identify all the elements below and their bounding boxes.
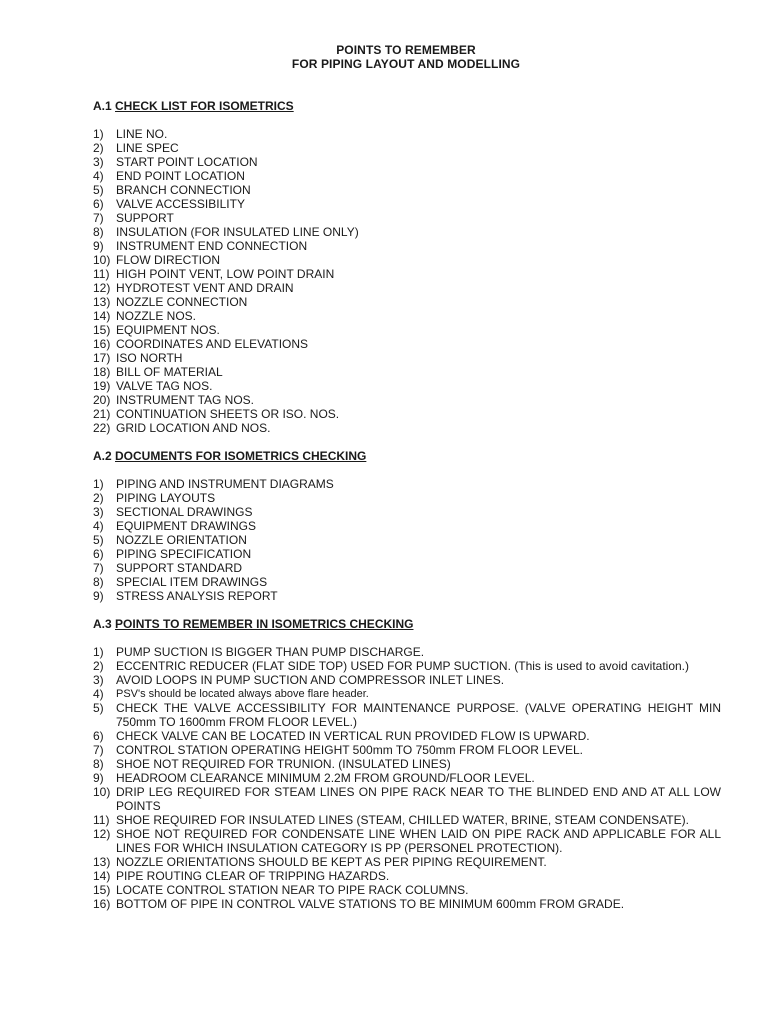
list-item xyxy=(93,533,721,547)
list-item xyxy=(93,141,721,155)
section-a1-list xyxy=(93,127,721,435)
list-item-number: 11) xyxy=(93,267,110,281)
list-item xyxy=(93,813,721,827)
list-item-number: 2) xyxy=(93,141,104,155)
list-item-text: SECTIONAL DRAWINGS xyxy=(116,505,253,519)
list-item-number: 19) xyxy=(93,379,111,393)
list-item xyxy=(93,547,721,561)
list-item-number: 5) xyxy=(93,183,104,197)
list-item-text: ECCENTRIC REDUCER (FLAT SIDE TOP) USED FOR PUMP SUCTION. (This is used to avoid cavitation.) xyxy=(116,659,690,673)
list-item-text: PIPE ROUTING CLEAR OF TRIPPING HAZARDS. xyxy=(116,869,390,883)
list-item xyxy=(93,351,721,365)
list-item xyxy=(93,561,721,575)
list-item-number: 14) xyxy=(93,869,111,883)
list-item xyxy=(93,309,721,323)
list-item-number: 8) xyxy=(93,757,104,771)
list-item-text: NOZZLE CONNECTION xyxy=(116,295,248,309)
list-item-text: SUPPORT xyxy=(116,211,174,225)
list-item-text: BRANCH CONNECTION xyxy=(116,183,251,197)
section-a1-heading xyxy=(93,99,294,113)
list-item xyxy=(93,701,721,729)
list-item xyxy=(93,365,721,379)
list-item xyxy=(93,197,721,211)
list-item xyxy=(93,855,721,869)
list-item-number: 7) xyxy=(93,561,104,575)
list-item-number: 12) xyxy=(93,281,111,295)
list-item-number: 1) xyxy=(93,477,104,491)
list-item-number: 13) xyxy=(93,855,111,869)
list-item xyxy=(93,183,721,197)
list-item xyxy=(93,491,721,505)
list-item-text: SHOE NOT REQUIRED FOR TRUNION. (INSULATED LINES) xyxy=(116,757,451,771)
list-item-number: 15) xyxy=(93,323,111,337)
list-item xyxy=(93,295,721,309)
list-item xyxy=(93,827,721,855)
list-item-number: 1) xyxy=(93,645,104,659)
list-item-text: INSULATION (FOR INSULATED LINE ONLY) xyxy=(116,225,359,239)
list-item-number: 13) xyxy=(93,295,111,309)
list-item-text: PIPING SPECIFICATION xyxy=(116,547,252,561)
list-item xyxy=(93,155,721,169)
list-item-text: LOCATE CONTROL STATION NEAR TO PIPE RACK COLUMNS. xyxy=(116,883,469,897)
list-item xyxy=(93,379,721,393)
list-item-text: START POINT LOCATION xyxy=(116,155,258,169)
list-item xyxy=(93,589,721,603)
section-a3-heading xyxy=(93,617,413,631)
list-item xyxy=(93,323,721,337)
list-item-number: 16) xyxy=(93,337,111,351)
list-item xyxy=(93,673,721,687)
list-item-text: HIGH POINT VENT, LOW POINT DRAIN xyxy=(116,267,335,281)
list-item-text: AVOID LOOPS IN PUMP SUCTION AND COMPRESSOR INLET LINES. xyxy=(116,673,505,687)
list-item-text: SPECIAL ITEM DRAWINGS xyxy=(116,575,268,589)
list-item-number: 7) xyxy=(93,743,104,757)
list-item xyxy=(93,239,721,253)
list-item-text: FLOW DIRECTION xyxy=(116,253,220,267)
list-item-text: PSV's should be located always above flare header. xyxy=(116,688,369,700)
list-item-text: GRID LOCATION AND NOS. xyxy=(116,421,271,435)
list-item-number: 4) xyxy=(93,169,104,183)
list-item-text: HEADROOM CLEARANCE MINIMUM 2.2M FROM GROUND/FLOOR LEVEL. xyxy=(116,771,535,785)
list-item xyxy=(93,225,721,239)
list-item-text: VALVE TAG NOS. xyxy=(116,379,213,393)
list-item-number: 3) xyxy=(93,673,104,687)
list-item xyxy=(93,687,721,701)
list-item-number: 22) xyxy=(93,421,111,435)
section-a3-list xyxy=(93,645,721,911)
list-item-number: 18) xyxy=(93,365,111,379)
list-item-text: ISO NORTH xyxy=(116,351,183,365)
section-a3-prefix: A.3 xyxy=(93,617,116,631)
list-item xyxy=(93,337,721,351)
list-item-text: CHECK VALVE CAN BE LOCATED IN VERTICAL RUN PROVIDED FLOW IS UPWARD. xyxy=(116,729,590,743)
list-item xyxy=(93,729,721,743)
list-item-text: INSTRUMENT TAG NOS. xyxy=(116,393,255,407)
list-item-number: 4) xyxy=(93,687,104,701)
list-item-number: 16) xyxy=(93,897,111,911)
list-item-text: LINE SPEC xyxy=(116,141,179,155)
list-item-number: 3) xyxy=(93,155,104,169)
list-item xyxy=(93,519,721,533)
list-item xyxy=(93,477,721,491)
list-item-number: 5) xyxy=(93,701,104,715)
list-item xyxy=(93,883,721,897)
section-a3-title: POINTS TO REMEMBER IN ISOMETRICS CHECKING xyxy=(115,617,414,631)
list-item xyxy=(93,169,721,183)
list-item-text: COORDINATES AND ELEVATIONS xyxy=(116,337,309,351)
list-item xyxy=(93,211,721,225)
page-subtitle: FOR PIPING LAYOUT AND MODELLING xyxy=(291,57,521,71)
list-item-number: 21) xyxy=(93,407,111,421)
list-item-text: BILL OF MATERIAL xyxy=(116,365,223,379)
list-item-text: INSTRUMENT END CONNECTION xyxy=(116,239,308,253)
list-item-number: 9) xyxy=(93,589,104,603)
list-item xyxy=(93,267,721,281)
list-item-number: 4) xyxy=(93,519,104,533)
list-item-text: HYDROTEST VENT AND DRAIN xyxy=(116,281,294,295)
section-a2-heading xyxy=(93,449,366,463)
list-item-number: 7) xyxy=(93,211,104,225)
list-item-text: SUPPORT STANDARD xyxy=(116,561,243,575)
list-item-number: 11) xyxy=(93,813,110,827)
list-item-number: 20) xyxy=(93,393,111,407)
list-item xyxy=(93,743,721,757)
list-item-text: EQUIPMENT NOS. xyxy=(116,323,220,337)
list-item xyxy=(93,421,721,435)
list-item-number: 6) xyxy=(93,547,104,561)
list-item xyxy=(93,127,721,141)
list-item-text: EQUIPMENT DRAWINGS xyxy=(116,519,257,533)
list-item-number: 8) xyxy=(93,225,104,239)
list-item xyxy=(93,785,721,813)
list-item-text: SHOE REQUIRED FOR INSULATED LINES (STEAM, CHILLED WATER, BRINE, STEAM CONDENSATE). xyxy=(116,813,689,827)
list-item-text: CONTINUATION SHEETS OR ISO. NOS. xyxy=(116,407,340,421)
list-item xyxy=(93,407,721,421)
page-title: POINTS TO REMEMBER xyxy=(336,43,476,57)
list-item-number: 17) xyxy=(93,351,111,365)
list-item xyxy=(93,659,721,673)
list-item xyxy=(93,253,721,267)
list-item xyxy=(93,757,721,771)
list-item-text: NOZZLE ORIENTATION xyxy=(116,533,247,547)
list-item xyxy=(93,897,721,911)
list-item-number: 10) xyxy=(93,785,111,799)
list-item-text: VALVE ACCESSIBILITY xyxy=(116,197,245,211)
section-a1-title: CHECK LIST FOR ISOMETRICS xyxy=(115,99,294,113)
list-item-text: PIPING AND INSTRUMENT DIAGRAMS xyxy=(116,477,334,491)
list-item-text: LINE NO. xyxy=(116,127,168,141)
list-item-number: 9) xyxy=(93,239,104,253)
list-item-text: CONTROL STATION OPERATING HEIGHT 500mm TO 750mm FROM FLOOR LEVEL. xyxy=(116,743,583,757)
list-item-number: 10) xyxy=(93,253,111,267)
section-a2-list xyxy=(93,477,721,603)
list-item-text: SHOE NOT REQUIRED FOR CONDENSATE LINE WHEN LAID ON PIPE RACK AND APPLICABLE FOR ALL LINES FOR WHICH INSULATION CATEGORY IS PP (PERSONEL PROTECTION). xyxy=(116,827,721,855)
list-item-number: 12) xyxy=(93,827,111,841)
section-a1-prefix: A.1 xyxy=(93,99,116,113)
list-item xyxy=(93,281,721,295)
list-item xyxy=(93,645,721,659)
list-item-text: DRIP LEG REQUIRED FOR STEAM LINES ON PIPE RACK NEAR TO THE BLINDED END AND AT ALL LOW POINTS xyxy=(116,785,721,813)
list-item-number: 5) xyxy=(93,533,104,547)
list-item-number: 14) xyxy=(93,309,111,323)
list-item xyxy=(93,575,721,589)
list-item-number: 2) xyxy=(93,491,104,505)
list-item-number: 2) xyxy=(93,659,104,673)
list-item xyxy=(93,505,721,519)
list-item-text: PUMP SUCTION IS BIGGER THAN PUMP DISCHARGE. xyxy=(116,645,425,659)
section-a2-title: DOCUMENTS FOR ISOMETRICS CHECKING xyxy=(115,449,367,463)
list-item-number: 9) xyxy=(93,771,104,785)
list-item-text: END POINT LOCATION xyxy=(116,169,245,183)
list-item-number: 6) xyxy=(93,729,104,743)
list-item-text: NOZZLE ORIENTATIONS SHOULD BE KEPT AS PER PIPING REQUIREMENT. xyxy=(116,855,547,869)
list-item xyxy=(93,393,721,407)
list-item-number: 3) xyxy=(93,505,104,519)
list-item-text: NOZZLE NOS. xyxy=(116,309,197,323)
list-item-text: BOTTOM OF PIPE IN CONTROL VALVE STATIONS TO BE MINIMUM 600mm FROM GRADE. xyxy=(116,897,625,911)
section-a2-prefix: A.2 xyxy=(93,449,116,463)
list-item-number: 15) xyxy=(93,883,111,897)
list-item-number: 6) xyxy=(93,197,104,211)
list-item-text: STRESS ANALYSIS REPORT xyxy=(116,589,278,603)
list-item-text: CHECK THE VALVE ACCESSIBILITY FOR MAINTENANCE PURPOSE. (VALVE OPERATING HEIGHT MIN 750mm TO 1600mm FROM FLOOR LEVEL.) xyxy=(116,701,721,729)
list-item-text: PIPING LAYOUTS xyxy=(116,491,216,505)
list-item xyxy=(93,771,721,785)
list-item-number: 8) xyxy=(93,575,104,589)
list-item-number: 1) xyxy=(93,127,104,141)
list-item xyxy=(93,869,721,883)
